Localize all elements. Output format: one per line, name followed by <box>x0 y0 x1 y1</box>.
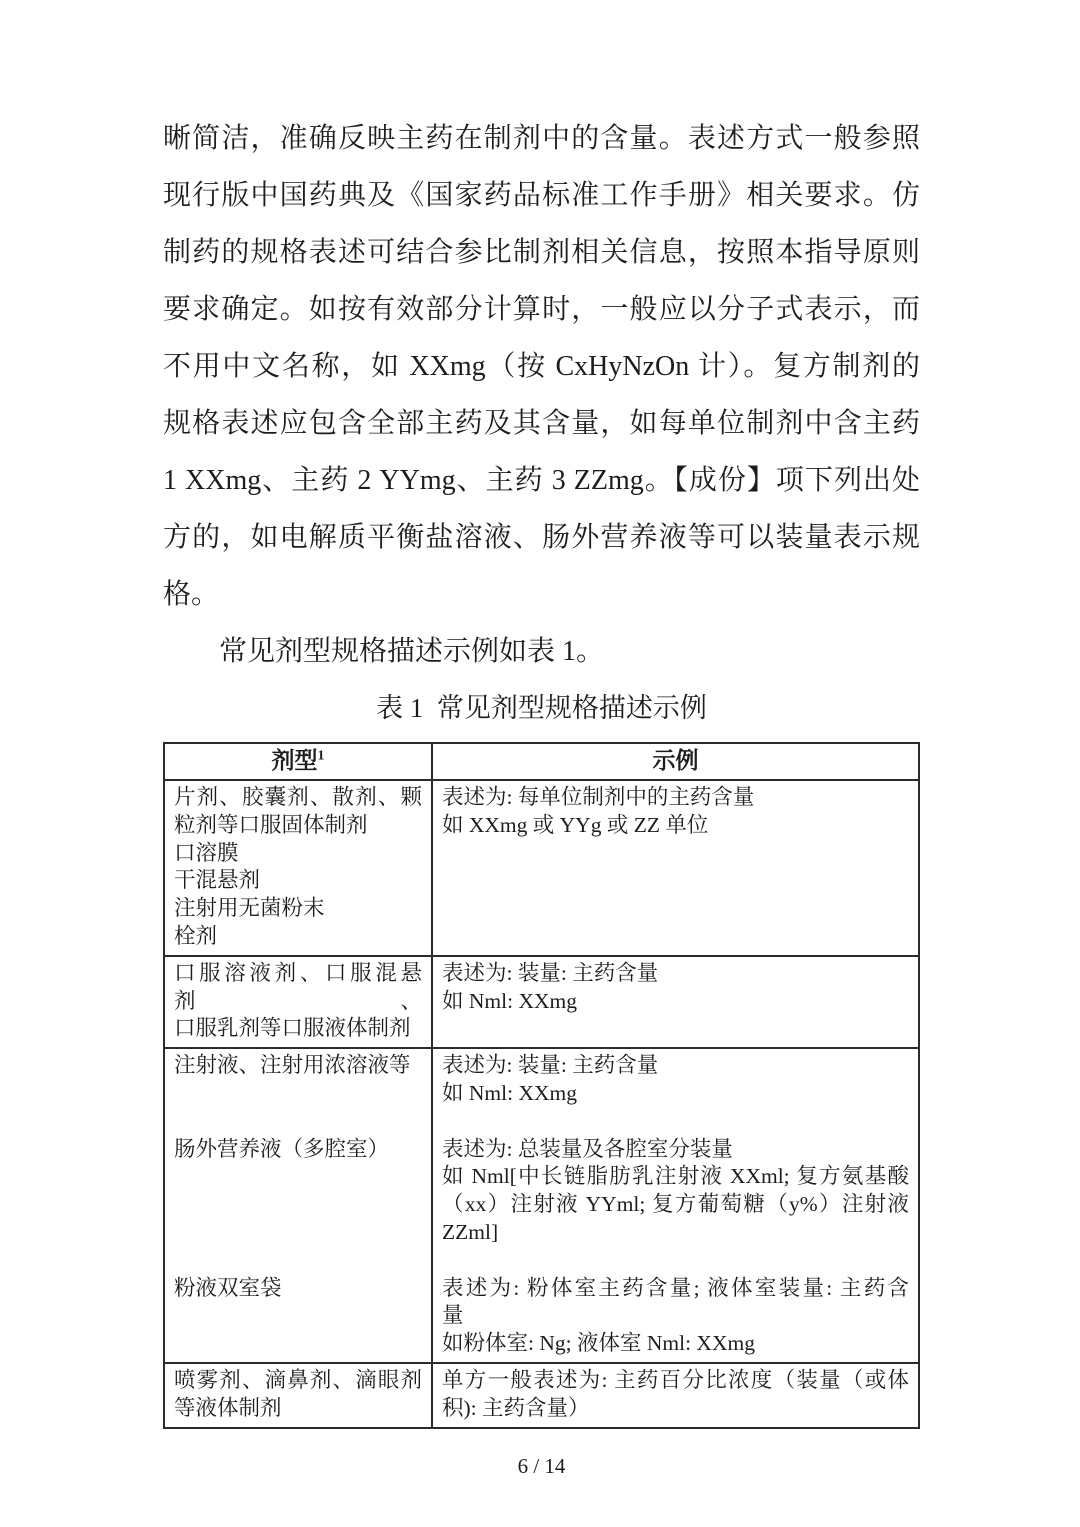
cell-line: 表述为: 装量: 主药含量 <box>442 1053 659 1078</box>
cell-line: 注射用无菌粉末 <box>174 896 325 921</box>
body-paragraph <box>163 110 920 680</box>
example-cell <box>433 1275 918 1362</box>
dosage-form-cell <box>165 781 433 955</box>
dosage-form-cell <box>165 1136 433 1275</box>
page-number: 6 / 14 <box>517 1453 566 1478</box>
example-cell <box>433 1364 918 1427</box>
cell-line <box>442 1247 909 1275</box>
table-row-solid-oral <box>165 779 918 955</box>
cell-line: 片剂、胶囊剂、散剂、颗 <box>174 785 422 809</box>
cell-line: 单方一般表述为: 主药百分比浓度（装量（或体 <box>442 1367 909 1392</box>
cell-line: 栓剂 <box>174 923 218 948</box>
example-cell <box>433 957 918 1047</box>
cell-line: 如 Nml: XXmg <box>442 988 577 1013</box>
cell-line: 口服乳剂等口服液体制剂 <box>174 1016 411 1041</box>
table-row-oral-liquid <box>165 955 918 1047</box>
page-content <box>163 110 920 1479</box>
paragraph-line: 晰简洁，准确反映主药在制剂中的含量。表述方式一般参照 <box>163 123 920 154</box>
paragraph-line: 制药的规格表述可结合参比制剂相关信息，按照本指导原则 <box>163 237 920 268</box>
table-header-example: 示例 <box>652 748 699 773</box>
paragraph-line: 方的，如电解质平衡盐溶液、肠外营养液等可以装量表示规 <box>163 522 920 553</box>
dosage-form-header-label: 剂型 <box>271 748 318 773</box>
paragraph-line: 要求确定。如按有效部分计算时，一般应以分子式表示，而 <box>163 294 920 325</box>
cell-line: 量 <box>442 1303 464 1328</box>
cell-line: （xx）注射液 YYml; 复方葡萄糖（y%）注射液 <box>442 1192 909 1217</box>
dosage-form-cell <box>165 1275 433 1362</box>
dosage-form-cell <box>165 1364 433 1427</box>
cell-line: 表述为: 装量: 主药含量 <box>442 960 659 985</box>
cell-line: 如 XXmg 或 YYg 或 ZZ 单位 <box>442 812 709 837</box>
paragraph-line: 规格表述应包含全部主药及其含量，如每单位制剂中含主药 <box>163 408 920 439</box>
dosage-form-footnote-marker: 1 <box>317 747 325 763</box>
table-row-injection <box>165 1047 918 1135</box>
page-footer <box>163 1453 920 1479</box>
table-title: 表 1 常见剂型规格描述示例 <box>376 693 707 723</box>
cell-line: 表述为: 每单位制剂中的主药含量 <box>442 785 755 809</box>
cell-line: 表述为: 总装量及各腔室分装量 <box>442 1136 733 1161</box>
cell-line: 注射液、注射用浓溶液等 <box>174 1053 411 1078</box>
cell-line: ZZml] <box>442 1219 499 1244</box>
dosage-form-spec-table <box>163 742 920 1429</box>
cell-line: 干混悬剂 <box>174 868 261 893</box>
paragraph-line: 格。 <box>163 579 220 610</box>
table-row-parenteral-nutrition <box>165 1136 918 1275</box>
cell-line: 粒剂等口服固体制剂 <box>174 812 368 837</box>
cell-line: 口溶膜 <box>174 840 239 865</box>
cell-line: 粉液双室袋 <box>174 1275 282 1300</box>
cell-line: 喷雾剂、滴鼻剂、滴眼剂 <box>174 1367 422 1392</box>
cell-line: 积): 主药含量） <box>442 1395 590 1420</box>
paragraph-line: 1 XXmg、主药 2 YYmg、主药 3 ZZmg。【成份】项下列出处 <box>163 465 920 496</box>
table-row-spray-drops <box>165 1362 918 1427</box>
example-cell <box>433 1136 918 1275</box>
cell-line: 如 Nml: XXmg <box>442 1080 577 1105</box>
paragraph-line: 现行版中国药典及《国家药品标准工作手册》相关要求。仿 <box>163 180 920 211</box>
dosage-form-cell <box>165 957 433 1047</box>
cell-line: 口服溶液剂、口服混悬剂、 <box>174 960 422 1013</box>
paragraph-line: 不用中文名称，如 XXmg（按 CxHyNzOn 计）。复方制剂的 <box>163 351 920 382</box>
dosage-form-cell <box>165 1049 433 1135</box>
example-cell <box>433 1049 918 1135</box>
table-header-row <box>165 744 918 779</box>
cell-line <box>442 1108 909 1136</box>
table-row-powder-liquid-bag <box>165 1275 918 1362</box>
cell-line: 如 Nml[中长链脂肪乳注射液 XXml; 复方氨基酸 <box>442 1164 909 1189</box>
table-header-dosage-form <box>165 744 433 779</box>
cell-line: 如粉体室: Ng; 液体室 Nml: XXmg <box>442 1331 755 1356</box>
cell-line: 表述为: 粉体室主药含量; 液体室装量: 主药含 <box>442 1275 909 1300</box>
cell-line: 等液体制剂 <box>174 1395 282 1420</box>
cell-line: 肠外营养液（多腔室） <box>174 1136 390 1161</box>
example-cell <box>433 781 918 955</box>
paragraph-line: 常见剂型规格描述示例如表 1。 <box>219 636 605 667</box>
